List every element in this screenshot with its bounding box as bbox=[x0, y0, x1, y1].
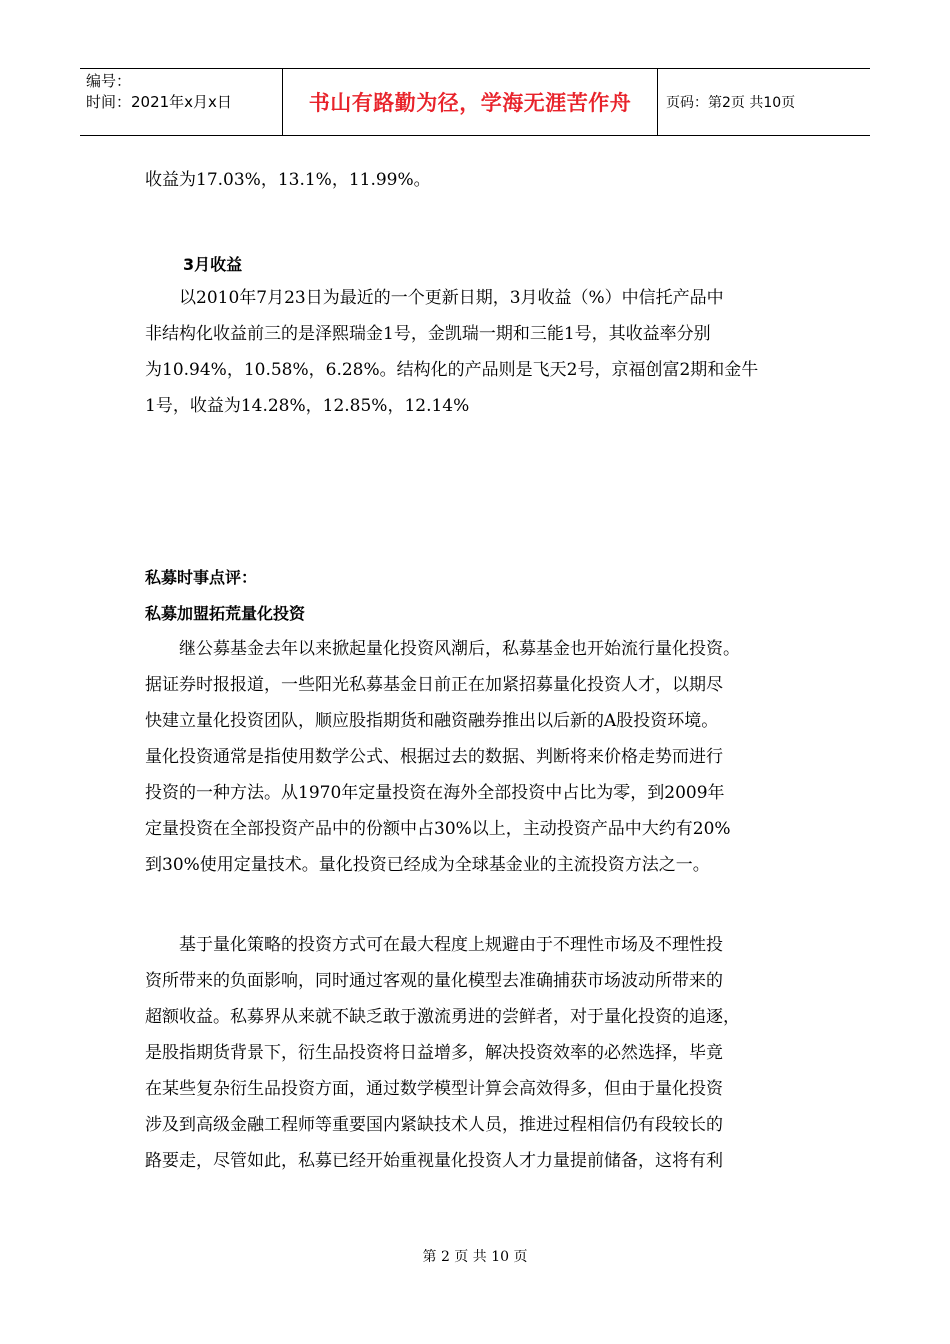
march-paragraph bbox=[145, 280, 815, 424]
intro-section bbox=[145, 162, 815, 198]
header-page-info bbox=[658, 69, 870, 135]
time-label: 时间：2021年x月x日 bbox=[86, 93, 232, 111]
paragraph-line: 涉及到高级金融工程师等重要国内紧缺技术人员，推进过程相信仍有段较长的 bbox=[145, 1115, 723, 1135]
paragraph-line: 路要走，尽管如此，私募已经开始重视量化投资人才力量提前储备，这将有利 bbox=[145, 1151, 723, 1171]
paragraph-line: 量化投资通常是指使用数学公式、根据过去的数据、判断将来价格走势而进行 bbox=[145, 747, 723, 767]
paragraph-line: 定量投资在全部投资产品中的份额中占30%以上，主动投资产品中大约有20% bbox=[145, 819, 731, 839]
paragraph-line: 为10.94%，10.58%，6.28%。结构化的产品则是飞天2号，京福创富2期和金牛 bbox=[145, 360, 759, 380]
article-paragraph-2 bbox=[145, 927, 815, 1179]
paragraph-line: 到30%使用定量技术。量化投资已经成为全球基金业的主流投资方法之一。 bbox=[145, 855, 710, 875]
article-paragraph-1 bbox=[145, 631, 815, 883]
paragraph-line: 是股指期货背景下，衍生品投资将日益增多，解决投资效率的必然选择，毕竟 bbox=[145, 1043, 723, 1063]
paragraph-line: 继公募基金去年以来掀起量化投资风潮后，私募基金也开始流行量化投资。 bbox=[179, 639, 740, 659]
march-heading: 3月收益 bbox=[183, 255, 243, 274]
paragraph-line: 在某些复杂衍生品投资方面，通过数学模型计算会高效得多，但由于量化投资 bbox=[145, 1079, 723, 1099]
footer-page-number: 第 2 页 共 10 页 bbox=[422, 1249, 528, 1265]
number-label: 编号： bbox=[86, 72, 132, 90]
motto-text: 书山有路勤为径，学海无涯苦作舟 bbox=[308, 91, 632, 115]
paragraph-line: 1号，收益为14.28%，12.85%，12.14% bbox=[145, 396, 470, 416]
header-motto-cell bbox=[282, 69, 658, 135]
paragraph-line: 资所带来的负面影响，同时通过客观的量化模型去准确捕获市场波动所带来的 bbox=[145, 971, 723, 991]
commentary-heading: 私募时事点评： bbox=[145, 568, 258, 587]
intro-paragraph: 收益为17.03%，13.1%，11.99%。 bbox=[145, 170, 431, 190]
page-info-text: 页码：第2页 共10页 bbox=[666, 95, 796, 111]
paragraph-line: 非结构化收益前三的是泽熙瑞金1号，金凯瑞一期和三能1号，其收益率分别 bbox=[145, 324, 711, 344]
paragraph-line: 基于量化策略的投资方式可在最大程度上规避由于不理性市场及不理性投 bbox=[179, 935, 723, 955]
paragraph-line: 据证券时报报道，一些阳光私募基金日前正在加紧招募量化投资人才，以期尽 bbox=[145, 675, 723, 695]
page-header bbox=[80, 68, 870, 136]
paragraph-line: 投资的一种方法。从1970年定量投资在海外全部投资中占比为零，到2009年 bbox=[145, 783, 725, 803]
paragraph-line: 快建立量化投资团队，顺应股指期货和融资融券推出以后新的A股投资环境。 bbox=[145, 711, 719, 731]
article-title: 私募加盟拓荒量化投资 bbox=[145, 604, 306, 623]
march-section bbox=[145, 250, 815, 424]
paragraph-line: 以2010年7月23日为最近的一个更新日期，3月收益（%）中信托产品中 bbox=[179, 288, 724, 308]
page-footer bbox=[0, 1246, 950, 1266]
header-meta bbox=[80, 69, 282, 135]
paragraph-line: 超额收益。私募界从来就不缺乏敢于激流勇进的尝鲜者，对于量化投资的追逐， bbox=[145, 1007, 740, 1027]
commentary-section bbox=[145, 563, 815, 883]
